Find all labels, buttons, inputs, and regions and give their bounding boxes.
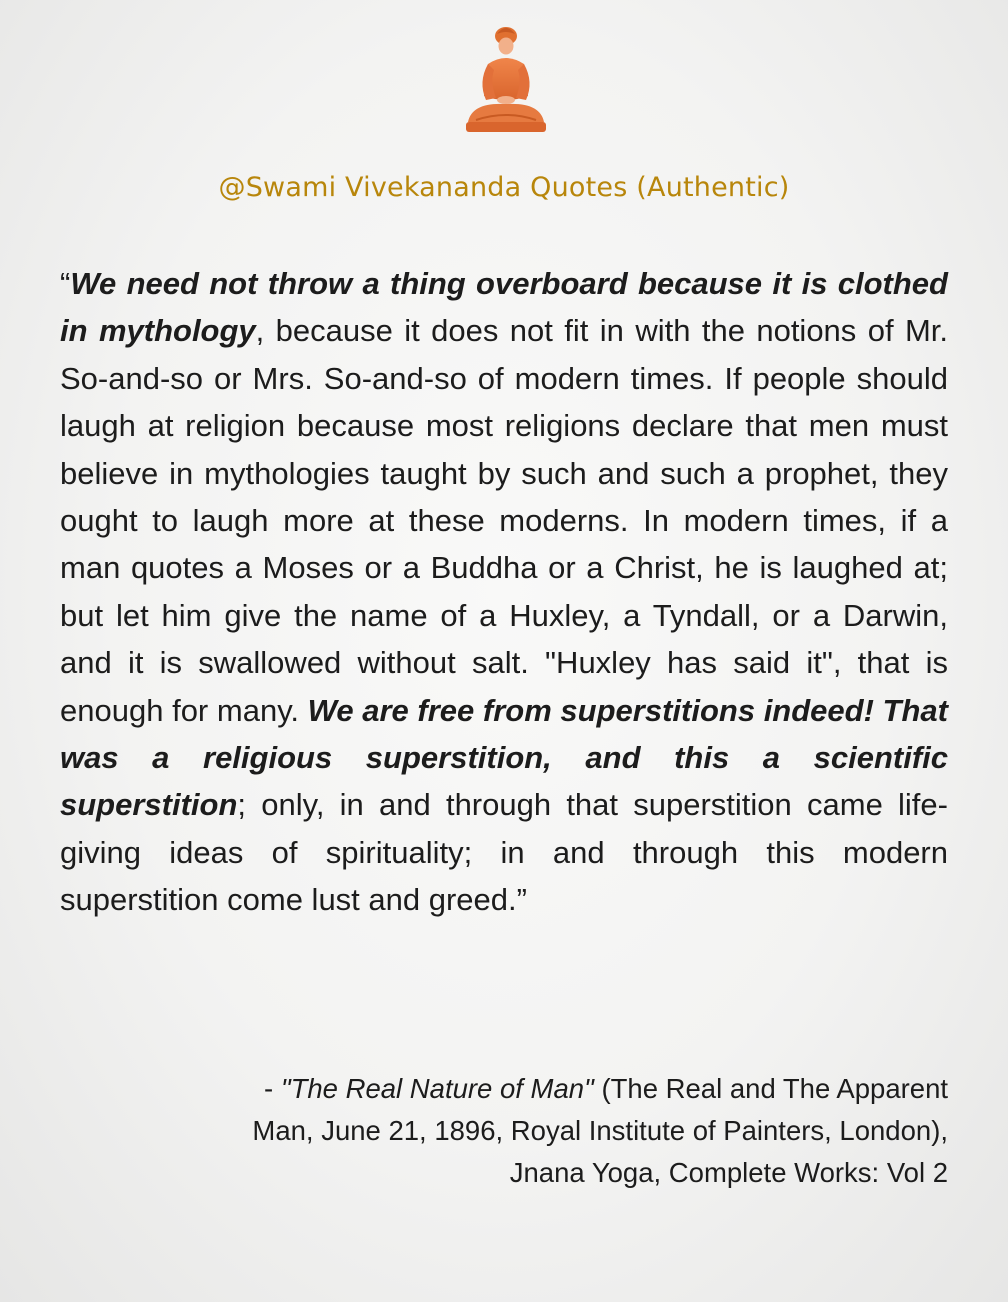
quote-body-2: ; only, in and through that superstition came life-giving ideas of spirituality; in and through this modern superstition come lust and greed. <box>60 787 948 918</box>
source-dash: - <box>264 1073 281 1104</box>
source-line-1 <box>48 1068 948 1110</box>
quote-text <box>60 260 948 924</box>
source-line-2: Man, June 21, 1896, Royal Institute of Painters, London), <box>252 1115 948 1146</box>
quote-body-1: , because it does not fit in with the notions of Mr. So-and-so or Mrs. So-and-so of modern times. If people should laugh at religion because most religions declare that men must believe in mythologies taught by such and such a prophet, they ought to laugh more at these moderns. In modern times, if a man quotes a Moses or a Buddha or a Christ, he is laughed at; but let him give the name of a Huxley, a Tyndall, or a Darwin, and it is swallowed without salt. "Huxley has said it", that is enough for many. <box>60 313 948 728</box>
source-line-1-rest: (The Real and The Apparent <box>593 1073 948 1104</box>
meditating-monk-icon <box>462 18 548 136</box>
source-line-3: Jnana Yoga, Complete Works: Vol 2 <box>509 1157 948 1188</box>
close-quote-mark: ” <box>516 882 527 918</box>
page-handle: @Swami Vivekananda Quotes (Authentic) <box>218 172 790 203</box>
quote-emphasis-1: We need not throw a thing overboard because it is clothed in mythology <box>60 266 948 349</box>
quote-source <box>48 1068 948 1194</box>
open-quote-mark: “ <box>60 266 71 301</box>
quote-emphasis-2: We are free from superstitions indeed! That was a religious superstition, and this a scientific superstition <box>60 692 948 823</box>
source-title: "The Real Nature of Man" <box>280 1073 594 1104</box>
